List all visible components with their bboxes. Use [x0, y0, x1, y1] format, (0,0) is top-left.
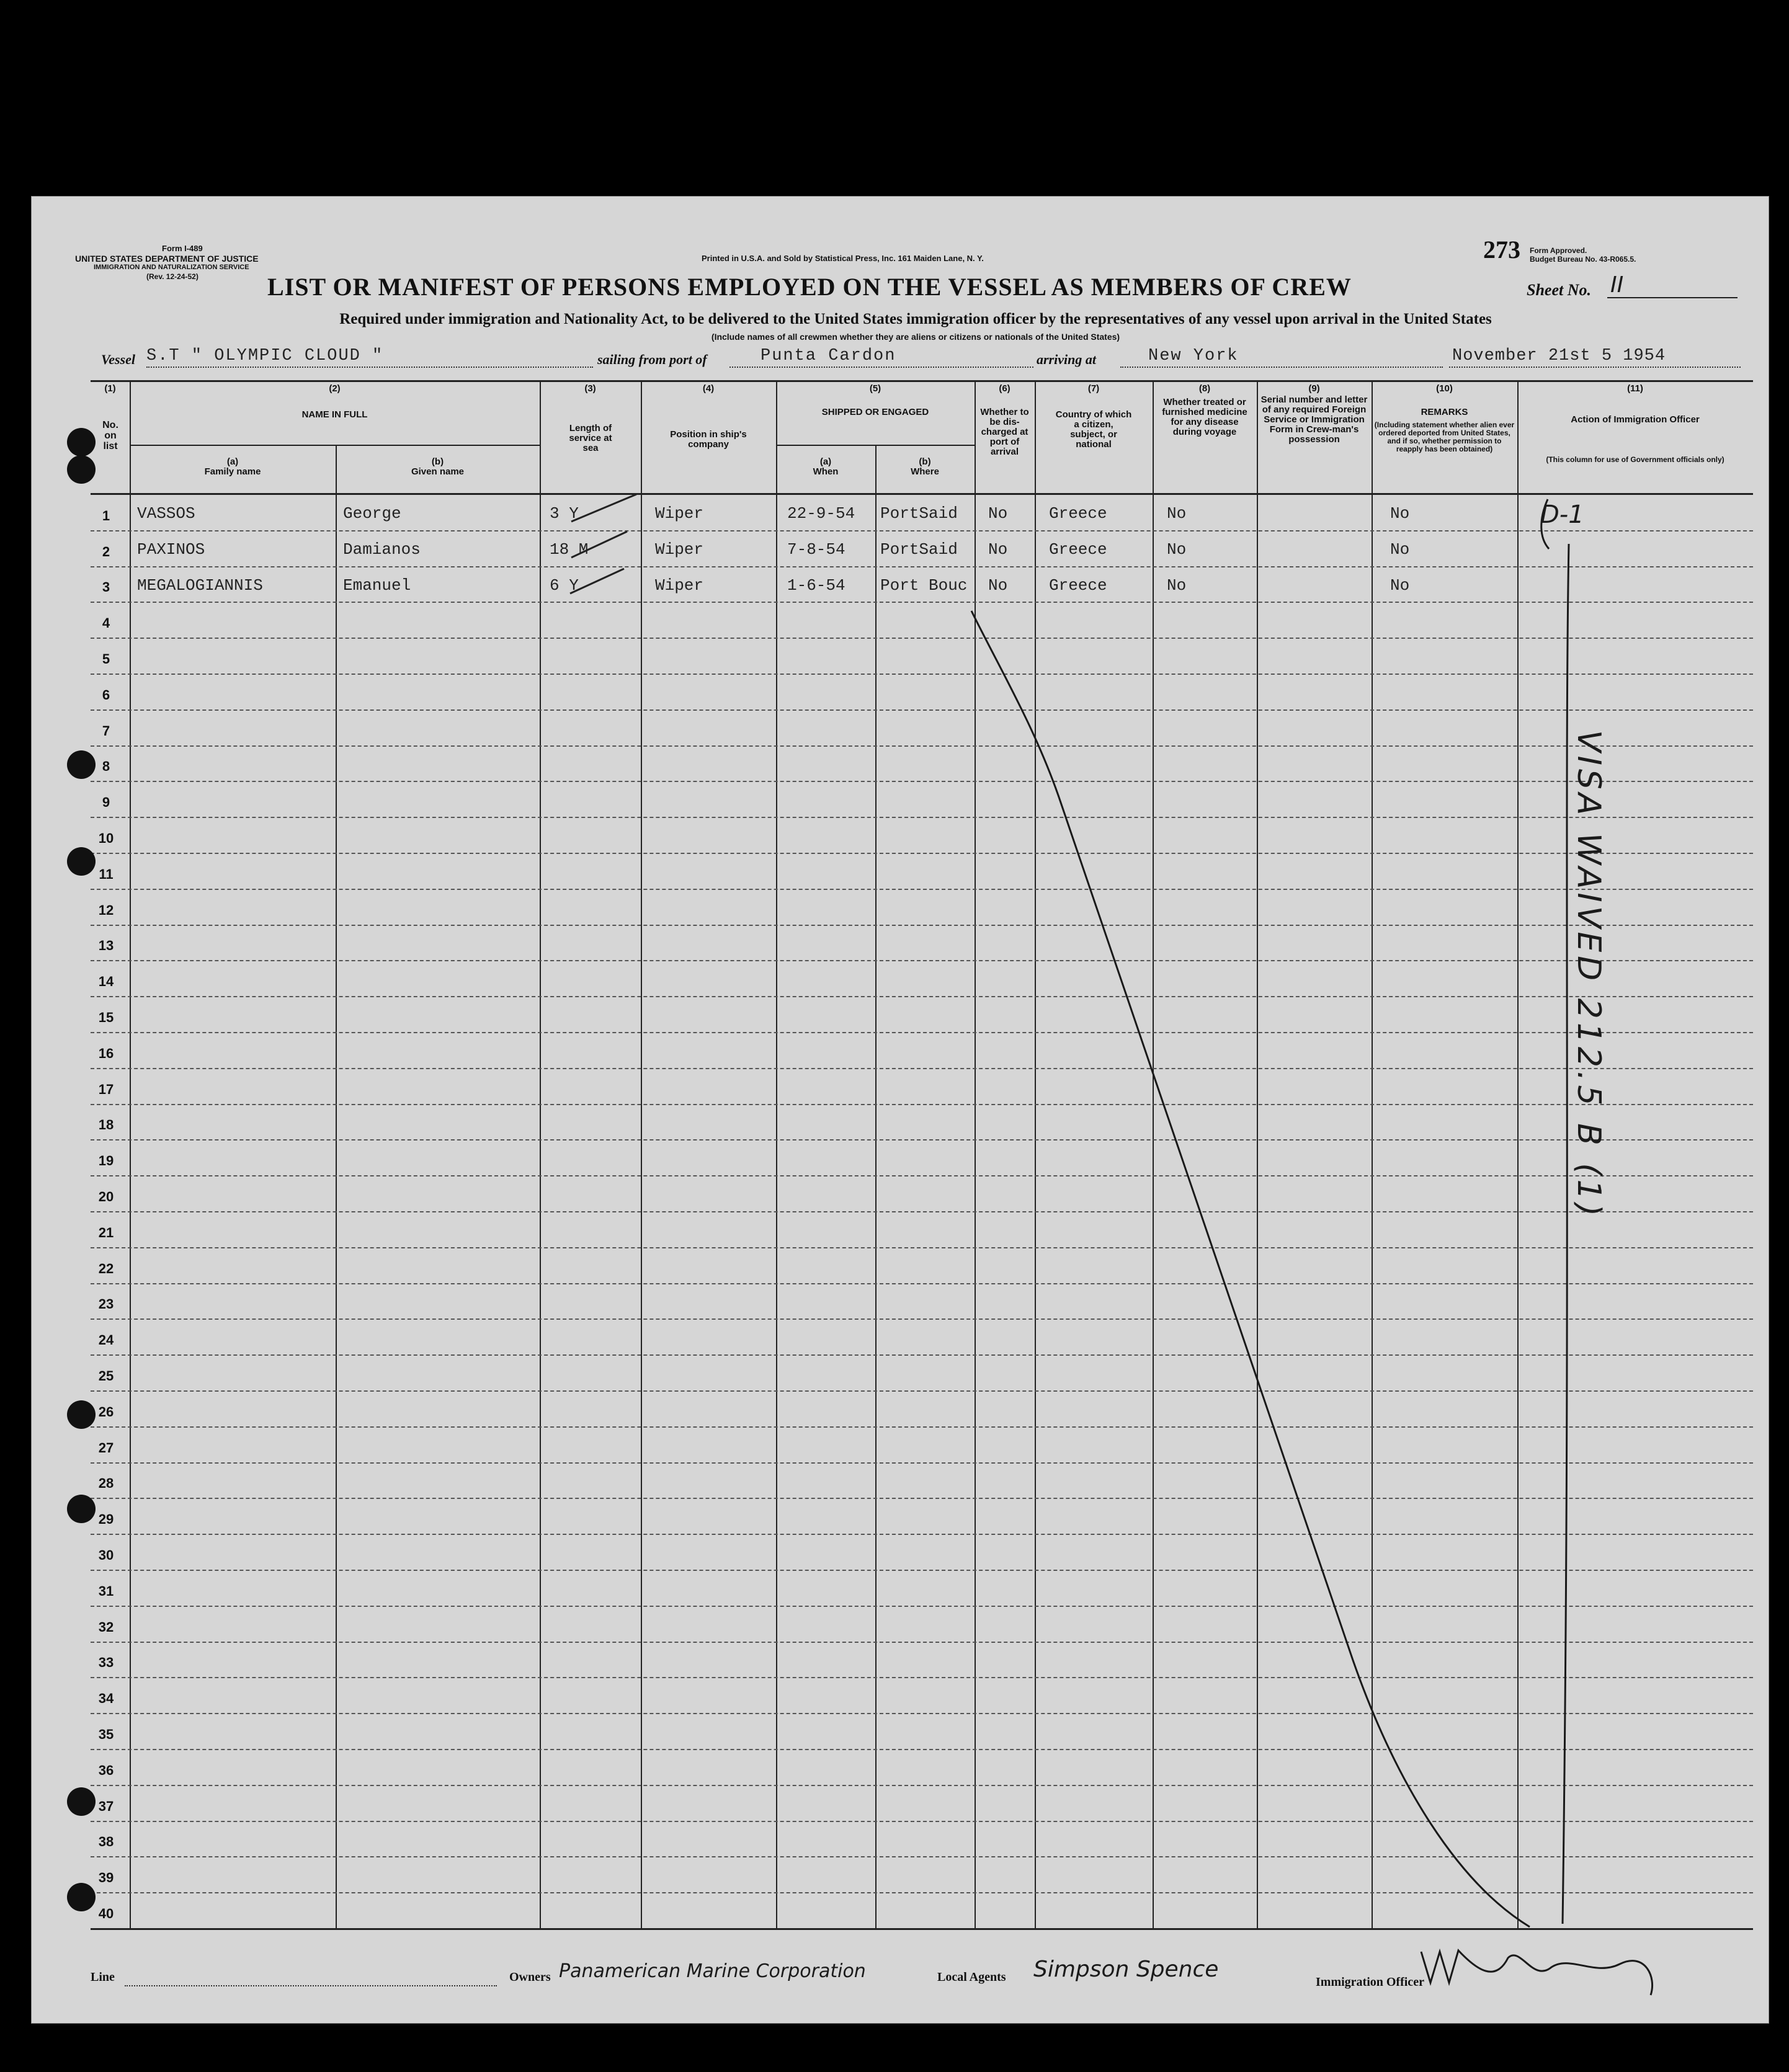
crew-length-cell: 6 Y [550, 576, 579, 595]
col5b-num: (b) [919, 456, 931, 467]
form-title: LIST OR MANIFEST OF PERSONS EMPLOYED ON THE VESSEL AS MEMBERS OF CREW [267, 273, 1352, 301]
crew-discharged-cell: No [988, 504, 1008, 523]
row-number: 2 [102, 543, 110, 559]
row-number: 27 [98, 1439, 114, 1456]
col1-num: (1) [104, 383, 116, 394]
budget-bureau: Budget Bureau No. 43-R065.5. [1530, 255, 1636, 264]
col11-header: Action of Immigration Officer [1571, 414, 1700, 425]
row-number: 30 [98, 1547, 114, 1563]
punch-hole-8 [67, 1883, 96, 1911]
crew-when-cell: 22-9-54 [787, 504, 855, 523]
crew-treated-cell: No [1167, 504, 1187, 523]
crew-family-cell: MEGALOGIANNIS [137, 576, 263, 595]
crew-remarks-cell: No [1390, 576, 1410, 595]
form-number: Form I-489 [162, 244, 203, 253]
check-mark-2 [571, 531, 627, 558]
row-number: 21 [98, 1224, 114, 1240]
crew-family-cell: PAXINOS [137, 540, 205, 559]
row-number: 5 [102, 651, 110, 667]
col2-header: NAME IN FULL [301, 409, 368, 420]
row-number: 22 [98, 1260, 114, 1276]
crew-length-cell: 18 M [550, 540, 589, 559]
row-number: 33 [98, 1655, 114, 1671]
punch-hole-7 [67, 1787, 96, 1816]
owners-label: Owners [509, 1970, 551, 1984]
check-mark-3 [570, 569, 624, 594]
crew-length-cell: 3 Y [550, 504, 579, 523]
col4-num: (4) [702, 383, 715, 394]
crew-position-cell: Wiper [655, 576, 704, 595]
col10-note: (Including statement whether alien ever ordered deported from United States, and if so, whether permission to reapply has been obtained) [1374, 420, 1515, 453]
row-number: 9 [102, 794, 110, 811]
row-number: 23 [98, 1296, 114, 1312]
strike-line [971, 611, 1530, 1927]
row-number: 18 [98, 1117, 114, 1133]
row-number: 3 [102, 579, 110, 595]
crew-given-cell: Emanuel [343, 576, 411, 595]
crew-discharged-cell: No [988, 540, 1008, 559]
form-subnote: (Include names of all crewmen whether they are aliens or citizens or nationals of the United States) [711, 332, 1120, 342]
punch-hole-3 [67, 750, 96, 779]
col4-header: Position in ship's company [670, 429, 747, 450]
row-number: 38 [98, 1834, 114, 1850]
col9-header: Serial number and letter of any required Foreign Service or Immigration Form in Crew-man's possession [1260, 394, 1368, 445]
row-number: 37 [98, 1798, 114, 1814]
col10-header: REMARKS [1421, 407, 1468, 417]
punch-hole-6 [67, 1495, 96, 1523]
col9-num: (9) [1308, 383, 1320, 394]
department-name: UNITED STATES DEPARTMENT OF JUSTICE [75, 254, 259, 264]
row-number: 28 [98, 1475, 114, 1492]
crew-where-cell: Port Bouc [880, 576, 968, 595]
punch-hole-2 [67, 455, 96, 484]
action-column-stroke [1563, 544, 1569, 1924]
officer-marks [32, 197, 1769, 2023]
row-number: 7 [102, 723, 110, 739]
row-number: 17 [98, 1081, 114, 1097]
row-number: 14 [98, 974, 114, 990]
crew-when-cell: 1-6-54 [787, 576, 845, 595]
form-approved: Form Approved. [1530, 246, 1587, 255]
col3-header: Length of service at sea [569, 423, 612, 453]
crew-remarks-cell: No [1390, 540, 1410, 559]
row-number: 6 [102, 687, 110, 703]
printer-note: Printed in U.S.A. and Sold by Statistical Press, Inc. 161 Maiden Lane, N. Y. [702, 254, 984, 263]
row-number: 26 [98, 1403, 114, 1420]
row-number: 11 [99, 866, 114, 882]
vessel-label: Vessel [101, 352, 135, 367]
sheet-number: II [1610, 272, 1624, 298]
service-name: IMMIGRATION AND NATURALIZATION SERVICE [94, 264, 249, 271]
row-number: 10 [98, 830, 114, 846]
col2a-num: (a) [226, 456, 239, 467]
arrival-date: November 21st 5 1954 [1452, 347, 1666, 365]
col5a-num: (a) [819, 456, 832, 467]
crew-when-cell: 7-8-54 [787, 540, 845, 559]
col7-num: (7) [1087, 383, 1100, 394]
agents-label: Local Agents [937, 1970, 1006, 1984]
col8-header: Whether treated or furnished medicine for any disease during voyage [1162, 397, 1247, 437]
punch-hole-1 [67, 428, 96, 456]
row-number: 40 [98, 1906, 114, 1921]
col2b-header: Given name [411, 466, 465, 477]
row-number: 31 [98, 1583, 114, 1599]
col11-note: (This column for use of Government officials only) [1546, 455, 1724, 464]
crew-treated-cell: No [1167, 540, 1187, 559]
row1-action-note: D-1 [1540, 500, 1584, 529]
punch-hole-4 [67, 847, 96, 876]
row-number: 36 [98, 1762, 114, 1778]
row-number: 35 [98, 1727, 114, 1742]
arriving-label: arriving at [1037, 352, 1096, 367]
crew-family-cell: VASSOS [137, 504, 195, 523]
col5a-header: When [813, 466, 839, 477]
crew-given-cell: Damianos [343, 540, 421, 559]
crew-treated-cell: No [1167, 576, 1187, 595]
row-number: 39 [98, 1870, 114, 1886]
col2b-num: (b) [431, 456, 444, 467]
sailing-label: sailing from port of [597, 352, 707, 367]
row-number: 24 [98, 1332, 114, 1348]
row-number: 15 [98, 1010, 114, 1025]
col5-header: SHIPPED OR ENGAGED [821, 407, 929, 417]
row-number: 25 [98, 1368, 114, 1384]
row-number: 8 [102, 758, 110, 775]
officer-label: Immigration Officer [1316, 1975, 1424, 1989]
col5-num: (5) [869, 383, 881, 394]
form-revision: (Rev. 12-24-52) [146, 272, 199, 281]
col3-num: (3) [584, 383, 596, 394]
row-number: 34 [98, 1691, 114, 1707]
col8-num: (8) [1198, 383, 1211, 394]
vessel-name: S.T " OLYMPIC CLOUD " [146, 347, 384, 365]
col2-num: (2) [329, 383, 341, 394]
row-number: 19 [98, 1153, 114, 1169]
col10-num: (10) [1436, 383, 1453, 394]
col1-header: No. on list [102, 420, 118, 451]
officer-signature-glyph [1421, 1950, 1653, 1995]
row-number: 29 [98, 1511, 114, 1527]
crew-country-cell: Greece [1049, 576, 1107, 595]
col11-num: (11) [1627, 383, 1643, 394]
row-number: 12 [98, 902, 114, 918]
form-subtitle: Required under immigration and Nationality Act, to be delivered to the United States immigration officer by the representatives of any vessel upon arrival in the United States [339, 311, 1492, 327]
crew-country-cell: Greece [1049, 504, 1107, 523]
col6-header: Whether to be dis-charged at port of arrival [980, 407, 1029, 457]
sailing-port: Punta Cardon [761, 347, 896, 365]
line-rule [125, 1985, 497, 1986]
crew-discharged-cell: No [988, 576, 1008, 595]
col7-header: Country of which a citizen, subject, or national [1055, 409, 1132, 450]
crew-where-cell: PortSaid [880, 540, 958, 559]
crew-remarks-cell: No [1390, 504, 1410, 523]
check-mark-1 [571, 494, 636, 522]
col5b-header: Where [911, 466, 939, 477]
punch-hole-5 [67, 1400, 96, 1429]
owners-signature: Panamerican Marine Corporation [559, 1960, 866, 1982]
sheet-label: Sheet No. [1527, 281, 1591, 299]
stamp-number: 273 [1483, 236, 1520, 264]
arriving-port: New York [1148, 347, 1239, 365]
visa-waiver-text: VISA WAIVED 212.5 B (1) [1570, 730, 1607, 1221]
col6-num: (6) [999, 383, 1010, 394]
manifest-sheet [31, 196, 1769, 2024]
line-label: Line [91, 1970, 115, 1984]
row-number: 32 [98, 1619, 114, 1635]
row-number: 13 [98, 938, 114, 954]
crew-position-cell: Wiper [655, 504, 704, 523]
crew-where-cell: PortSaid [880, 504, 958, 523]
crew-given-cell: George [343, 504, 401, 523]
row-number: 4 [102, 615, 110, 631]
crew-position-cell: Wiper [655, 540, 704, 559]
crew-country-cell: Greece [1049, 540, 1107, 559]
agents-signature: Simpson Spence [1033, 1957, 1219, 1982]
row-number: 16 [98, 1045, 114, 1061]
row-number: 1 [102, 507, 110, 523]
row-number: 20 [98, 1189, 114, 1204]
col2a-header: Family name [204, 466, 261, 477]
